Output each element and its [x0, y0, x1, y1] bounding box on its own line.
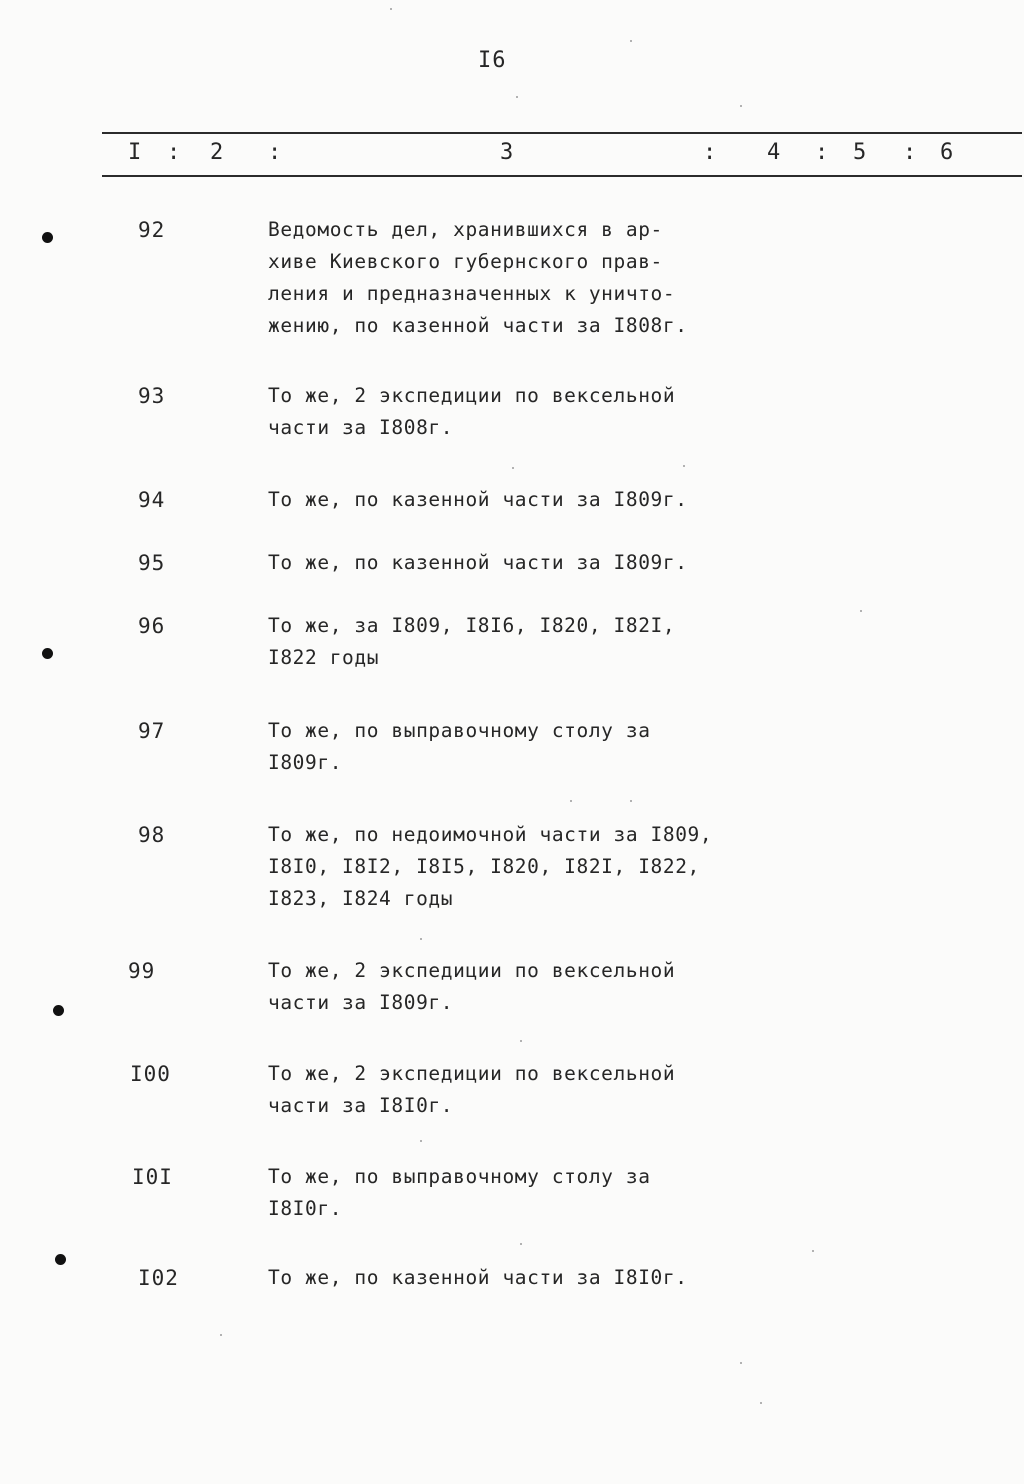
entry-description	[268, 715, 738, 779]
description-line: ления и предназначенных к уничто-	[268, 282, 676, 305]
entry-number: 94	[138, 488, 166, 512]
description-line: То же, за I809, I8I6, I820, I82I,	[268, 614, 676, 637]
scan-speck	[220, 1334, 222, 1336]
description-line: Ведомость дел, хранившихся в ар-	[268, 218, 663, 241]
table-header-top-rule	[102, 132, 1022, 134]
column-separator: :	[903, 140, 917, 165]
entry-number: 95	[138, 551, 166, 575]
description-line: части за I809г.	[268, 991, 454, 1014]
entry-description	[268, 1262, 738, 1294]
description-line: I809г.	[268, 751, 343, 774]
entry-description	[268, 380, 738, 444]
description-line: То же, по недоимочной части за I809,	[268, 823, 713, 846]
description-line: То же, по казенной части за I809г.	[268, 551, 688, 574]
entry-description	[268, 610, 738, 674]
description-line: жению, по казенной части за I808г.	[268, 314, 688, 337]
column-header-6: 6	[940, 140, 954, 165]
scan-speck	[760, 1402, 762, 1404]
scan-speck	[630, 40, 632, 42]
scan-speck	[390, 8, 392, 10]
entry-description	[268, 214, 738, 342]
entry-number: 99	[128, 959, 156, 983]
column-header-5: 5	[853, 140, 867, 165]
scan-speck	[420, 1140, 422, 1142]
column-header-1: I	[128, 140, 142, 165]
description-line: То же, 2 экспедиции по вексельной	[268, 384, 676, 407]
entry-number: 96	[138, 614, 166, 638]
column-separator: :	[703, 140, 717, 165]
description-line: I8I0, I8I2, I8I5, I820, I82I, I822,	[268, 855, 700, 878]
description-line: То же, 2 экспедиции по вексельной	[268, 1062, 676, 1085]
punch-hole	[55, 1254, 66, 1265]
page-number: I6	[478, 48, 507, 73]
punch-hole	[42, 232, 53, 243]
scan-speck	[740, 1362, 742, 1364]
description-line: хиве Киевского губернского прав-	[268, 250, 663, 273]
table-header-bottom-rule	[102, 175, 1022, 177]
column-header-2: 2	[210, 140, 224, 165]
punch-hole	[42, 648, 53, 659]
entry-description	[268, 819, 738, 915]
scan-speck	[520, 1040, 522, 1042]
description-line: То же, 2 экспедиции по вексельной	[268, 959, 676, 982]
punch-hole	[53, 1005, 64, 1016]
scan-speck	[860, 610, 862, 612]
scan-speck	[420, 938, 422, 940]
scan-speck	[516, 96, 518, 98]
entry-number: 98	[138, 823, 166, 847]
entry-number: 93	[138, 384, 166, 408]
entry-number: I02	[138, 1266, 179, 1290]
column-separator: :	[268, 140, 282, 165]
column-separator: :	[815, 140, 829, 165]
description-line: I823, I824 годы	[268, 887, 454, 910]
description-line: I8I0г.	[268, 1197, 343, 1220]
scan-speck	[630, 800, 632, 802]
description-line: I822 годы	[268, 646, 380, 669]
entry-description	[268, 955, 738, 1019]
description-line: То же, по казенной части за I809г.	[268, 488, 688, 511]
entry-number: I00	[130, 1062, 171, 1086]
description-line: То же, по казенной части за I8I0г.	[268, 1266, 688, 1289]
scan-speck	[683, 465, 685, 467]
scan-speck	[812, 1250, 814, 1252]
description-line: части за I8I0г.	[268, 1094, 454, 1117]
entry-description	[268, 1058, 738, 1122]
entry-number: I0I	[132, 1165, 173, 1189]
entry-description	[268, 547, 738, 579]
scan-speck	[570, 800, 572, 802]
description-line: То же, по выправочному столу за	[268, 719, 651, 742]
scan-speck	[512, 467, 514, 469]
scan-speck	[740, 105, 742, 107]
entry-description	[268, 484, 738, 516]
scan-speck	[520, 1243, 522, 1245]
entry-number: 97	[138, 719, 166, 743]
column-header-4: 4	[767, 140, 781, 165]
entry-number: 92	[138, 218, 166, 242]
description-line: части за I808г.	[268, 416, 454, 439]
description-line: То же, по выправочному столу за	[268, 1165, 651, 1188]
column-separator: :	[167, 140, 181, 165]
column-header-3: 3	[500, 140, 514, 165]
entry-description	[268, 1161, 738, 1225]
